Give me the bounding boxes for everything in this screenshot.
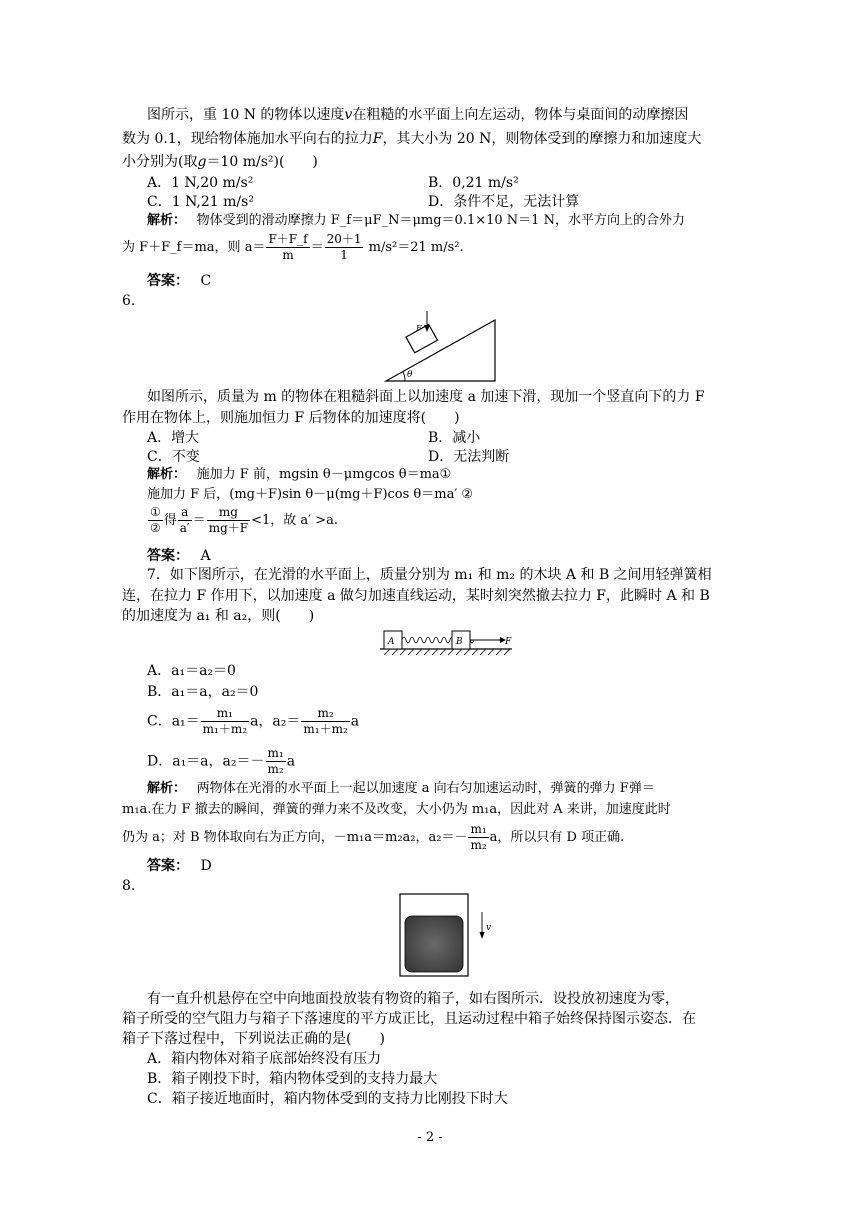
- q6-option-c: C．不变: [147, 449, 200, 465]
- q5-option-b: B．0,21 m/s²: [428, 175, 519, 191]
- q6-option-b: B．减小: [428, 430, 481, 446]
- q8-option-b: B．箱子刚投下时，箱内物体受到的支持力最大: [147, 1071, 438, 1087]
- q7-option-d: D．a₁＝a，a₂＝－ $\frac{\text{m₁}}{\text{m₂}}$ a: [147, 746, 296, 776]
- q7-jiexi-line1: 解析： 两物体在光滑的水平面上一起以加速度 a 向右匀加速运动时，弹簧的弹力 F弹＝: [147, 781, 655, 796]
- q7-option-c: C．a₁＝ $\frac{\text{m₁}}{\text{m₁＋m₂}}$ a，a₂＝ $\frac{\text{m₂}}{\text{m₁＋m₂}}$ a: [147, 706, 360, 736]
- q5-line1: 图所示，重 10 N 的物体以速度v在粗糙的水平面上向左运动，物体与桌面间的动摩擦因: [147, 107, 689, 123]
- q6-fig-force-label: F: [416, 324, 422, 333]
- q6-number: 6.: [122, 293, 136, 309]
- q8-fig-velocity-label: v: [486, 923, 492, 933]
- q7-line2: 连，在拉力 F 作用下，以加速度 a 做匀加速直线运动，某时刻突然撤去拉力 F，此瞬时 A 和 B: [122, 588, 710, 604]
- q7-jiexi-line3: 仍为 a；对 B 物体取向右为正方向，－m₁a＝m₂a₂，a₂＝－ $\frac{\text{m₁}}{\text{m₂}}$ a，所以只有 D 项正确.: [122, 822, 625, 852]
- q7-option-c-fraction-1: $\frac{\text{m₁}}{\text{m₁＋m₂}}$: [202, 706, 248, 736]
- q5-option-c: C．1 N,21 m/s²: [147, 194, 254, 210]
- q5-jiexi-line1: 解析： 物体受到的滑动摩擦力 F_f＝μF_N＝μmg＝0.1×10 N＝1 N，水平方向上的合外力: [147, 213, 685, 228]
- q7-jiexi-fraction: $\frac{\text{m₁}}{\text{m₂}}$: [470, 822, 487, 852]
- q6-option-d: D．无法判断: [428, 449, 510, 465]
- q6-fraction-b: $\frac{mg}{mg+F}$: [208, 505, 249, 535]
- q6-line2: 作用在物体上，则施加恒力 F 后物体的加速度将( ): [122, 410, 460, 426]
- q8-option-c: C．箱子接近地面时，箱内物体受到的支持力比刚投下时大: [147, 1091, 508, 1107]
- q7-line1: 7．如下图所示，在光滑的水平面上，质量分别为 m₁ 和 m₂ 的木块 A 和 B 之间用轻弹簧相: [147, 567, 712, 583]
- q7-spring-figure: [378, 627, 514, 659]
- q5-fraction-2: $\frac{20+1}{1}$: [326, 232, 362, 262]
- q8-line3: 箱子下落过程中，下列说法正确的是( ): [122, 1031, 385, 1047]
- q5-option-d: D．条件不足，无法计算: [428, 194, 580, 210]
- q6-fig-theta-label: θ: [407, 370, 413, 380]
- q7-line3: 的加速度为 a₁ 和 a₂，则( ): [122, 608, 315, 624]
- q7-option-c-fraction-2: $\frac{\text{m₂}}{\text{m₁＋m₂}}$: [303, 706, 348, 736]
- q5-jiexi-line2: 为 F＋F_f＝ma，则 a＝ $\frac{F+F\_f}{m}$ ＝ $\frac{20+1}{1}$ m/s²＝21 m/s².: [122, 232, 464, 262]
- q7-option-a: A．a₁＝a₂＝0: [147, 663, 236, 679]
- q5-option-a: A．1 N,20 m/s²: [147, 175, 254, 191]
- q7-fig-label-a: A: [388, 637, 395, 647]
- q6-incline-figure: [380, 305, 500, 385]
- q7-option-b: B．a₁＝a，a₂＝0: [147, 684, 259, 700]
- q6-jiexi-line3: $\frac{\text{①}}{\text{②}}$ 得 $\frac{a}{a'}$ ＝ $\frac{mg}{mg+F}$ <1，故 a′ >a.: [150, 505, 338, 535]
- q7-fig-label-f: F: [505, 637, 512, 647]
- q6-circled-fraction: $\frac{\text{①}}{\text{②}}$: [150, 505, 161, 535]
- q8-line2: 箱子所受的空气阻力与箱子下落速度的平方成正比，且运动过程中箱子始终保持图示姿态．在: [122, 1011, 696, 1027]
- q7-option-d-fraction: $\frac{\text{m₁}}{\text{m₂}}$: [267, 746, 284, 776]
- q6-jiexi-line1: 解析： 施加力 F 前，mgsin θ－μmgcos θ＝ma①: [147, 467, 452, 482]
- q5-fraction-1: $\frac{F+F\_f}{m}$: [268, 232, 308, 262]
- q6-jiexi-line2: 施加力 F 后，(mg＋F)sin θ－μ(mg＋F)cos θ＝ma′ ②: [147, 487, 474, 502]
- q8-box-figure: [398, 892, 500, 979]
- q6-line1: 如图所示，质量为 m 的物体在粗糙斜面上以加速度 a 加速下滑，现加一个竖直向下的力 F: [147, 389, 705, 405]
- q5-line2: 数为 0.1，现给物体施加水平向右的拉力F，其大小为 20 N，则物体受到的摩擦力和加速度大: [122, 131, 702, 147]
- q5-answer: 答案： C: [147, 273, 212, 289]
- q5-line3: 小分别为(取g＝10 m/s²)( ): [122, 154, 318, 170]
- page-number: - 2 -: [417, 1130, 443, 1145]
- q7-jiexi-line2: m₁a.在力 F 撤去的瞬间，弹簧的弹力来不及改变，大小仍为 m₁a，因此对 A 来讲，加速度此时: [122, 802, 671, 817]
- q6-answer: 答案： A: [147, 548, 211, 564]
- q6-fraction-a: $\frac{a}{a'}$: [179, 505, 190, 535]
- q8-number: 8.: [122, 878, 136, 894]
- q7-answer: 答案： D: [147, 858, 212, 874]
- q8-line1: 有一直升机悬停在空中向地面投放装有物资的箱子，如右图所示．设投放初速度为零，: [147, 991, 679, 1007]
- q7-fig-label-b: B: [456, 637, 463, 647]
- q6-option-a: A．增大: [147, 430, 200, 446]
- q8-option-a: A．箱内物体对箱子底部始终没有压力: [147, 1051, 382, 1067]
